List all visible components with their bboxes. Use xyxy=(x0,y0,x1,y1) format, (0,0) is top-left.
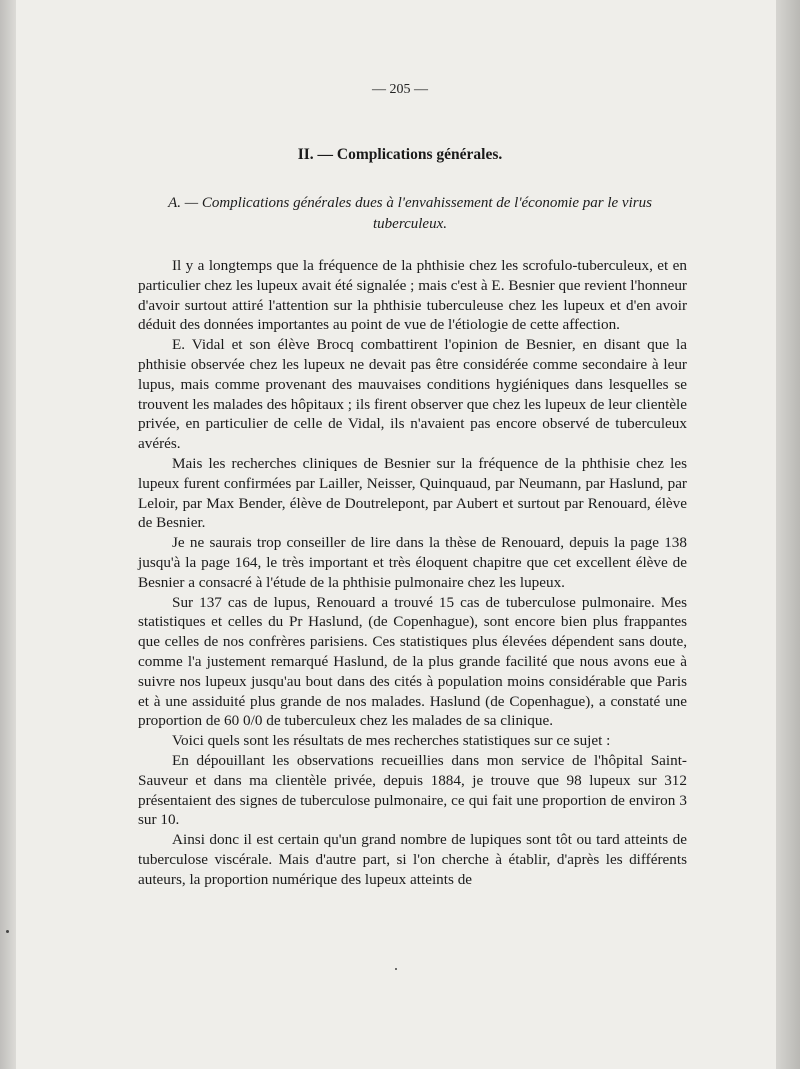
paragraph: En dépouillant les observations recueillies dans mon service de l'hôpital Saint-Sauveur et dans ma clientèle privée, depuis 1884, je trouve que 98 lupeux sur 312 présentaient des signes de tuberculose pulmonaire, ce qui fait une proportion de environ 3 sur 10. xyxy=(138,751,687,829)
paragraph: E. Vidal et son élève Brocq combattirent l'opinion de Besnier, en disant que la phthisie observée chez les lupeux ne devait pas être considérée comme secondaire à leur lupus, mais comme provenant des mauvaises conditions hygiéniques dans lesquelles se trouvent les malades des hôpitaux ; ils firent observer que chez les lupeux de leur clientèle privée, en particulier de celle de Vidal, ils n'avaient pas encore observé de tuberculeux avérés. xyxy=(138,336,687,453)
scan-speck xyxy=(395,968,397,970)
paragraph: Mais les recherches cliniques de Besnier sur la fréquence de la phthisie chez les lupeux furent confirmées par Lailler, Neisser, Quinquaud, par Neumann, par Haslund, par Leloir, par Max Bender, élève de Doutrelepont, par Aubert et surtout par Renouard, élève de Besnier. xyxy=(138,454,687,532)
paragraph: Il y a longtemps que la fréquence de la phthisie chez les scrofulo-tuberculeux, et en particulier chez les lupeux avait été signalée ; mais c'est à E. Besnier que revient l'honneur d'avoir surtout attiré l'attention sur la phthisie tuberculeuse chez les lupeux et d'en avoir déduit des données importantes au point de vue de l'étiologie de cette affection. xyxy=(138,257,687,334)
paragraph: Sur 137 cas de lupus, Renouard a trouvé 15 cas de tuberculose pulmonaire. Mes statistiques et celles du Pr Haslund, (de Copenhague), sont encore bien plus frappantes que celles de nos confrères parisiens. Ces statistiques plus élevées dépendent sans doute, comme l'a justement remarqué Haslund, de la plus grande facilité que nous avons eue à suivre nos lupeux jusqu'au bout dans des cités à population moins considérable que Paris et à une assiduité plus grande de nos malades. Haslund (de Copenhague), a constaté une proportion de 60 0/0 de tuberculeux chez les malades de sa clinique. xyxy=(138,593,687,730)
page-number: — 205 — xyxy=(372,82,428,97)
scan-speck xyxy=(6,930,9,933)
section-title: II. — Complications générales. xyxy=(297,146,503,163)
paragraph: Je ne saurais trop conseiller de lire dans la thèse de Renouard, depuis la page 138 jusqu'à la page 164, le très important et très éloquent chapitre que cet excellent élève de Besnier a consacré à l'étude de la phthisie pulmonaire chez les lupeux. xyxy=(138,534,687,591)
subsection-title: A. — Complications générales dues à l'envahissement de l'économie par le virus tuberculeux. xyxy=(168,195,652,232)
paragraph: Ainsi donc il est certain qu'un grand nombre de lupiques sont tôt ou tard atteints de tuberculose viscérale. Mais d'autre part, si l'on cherche à établir, d'après les différents auteurs, la proportion numérique des lupeux atteints de xyxy=(138,831,687,888)
body-text xyxy=(138,256,687,890)
paragraph: Voici quels sont les résultats de mes recherches statistiques sur ce sujet : xyxy=(172,732,611,750)
